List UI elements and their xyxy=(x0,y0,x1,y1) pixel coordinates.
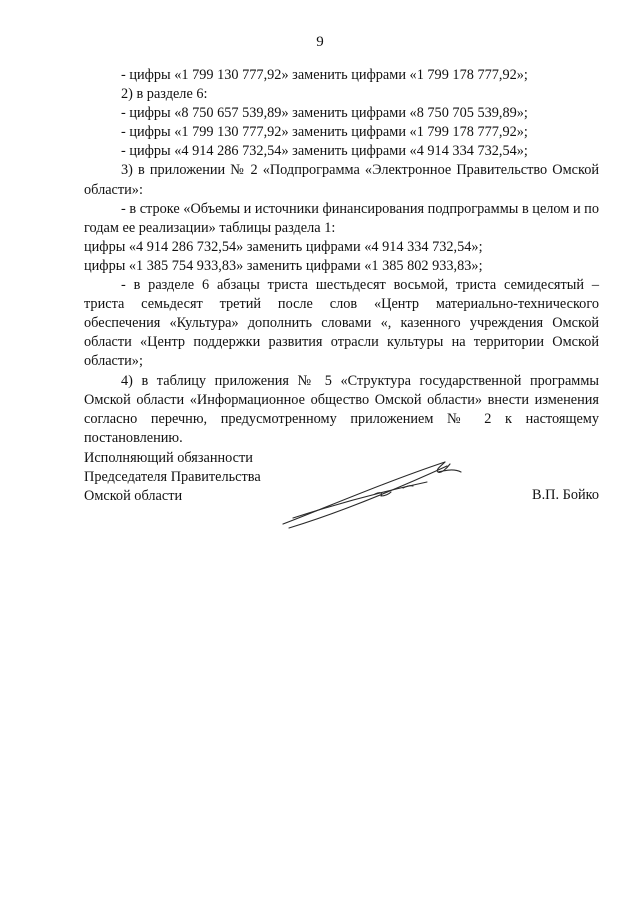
page-number: 9 xyxy=(316,34,324,50)
handwritten-signature xyxy=(275,452,475,532)
signatory-title-line-2: Председателя Правительства xyxy=(84,469,261,486)
paragraph-4: - цифры «1 799 130 777,92» заменить цифрами «1 799 178 777,92»; xyxy=(121,124,528,141)
signatory-title xyxy=(84,449,261,506)
paragraph-9: цифры «1 385 754 933,83» заменить цифрами «1 385 802 933,83»; xyxy=(84,257,483,274)
paragraph-3: - цифры «8 750 657 539,89» заменить цифрами «8 750 705 539,89»; xyxy=(121,105,528,122)
signatory-title-line-3: Омской области xyxy=(84,488,183,505)
paragraph-5: - цифры «4 914 286 732,54» заменить цифрами «4 914 334 732,54»; xyxy=(121,143,528,160)
paragraph-7: - в строке «Объемы и источники финансирования подпрограммы в целом и по годам ее реализации» таблицы раздела 1: xyxy=(84,200,599,236)
paragraph-11: 4) в таблицу приложения № 5 «Структура государственной программы Омской области «Информационное общество Омской области» внести изменения согласно перечню, предусмотренному приложением № 2 к настоящему постановлению. xyxy=(84,372,599,446)
paragraph-10: - в разделе 6 абзацы триста шестьдесят восьмой, триста семидесятый – триста семьдесят третий после слов «Центр материально-технического обеспечения «Культура» дополнить словами «, казенного учреждения Омской области «Центр поддержки развития отрасли культуры на территории Омской области»; xyxy=(84,277,599,370)
paragraph-1: - цифры «1 799 130 777,92» заменить цифрами «1 799 178 777,92»; xyxy=(121,67,528,83)
document-body xyxy=(84,66,599,448)
paragraph-8: цифры «4 914 286 732,54» заменить цифрами «4 914 334 732,54»; xyxy=(84,238,483,255)
signatory-title-line-1: Исполняющий обязанности xyxy=(84,450,253,466)
paragraph-2: 2) в разделе 6: xyxy=(121,86,208,103)
signer-name: В.П. Бойко xyxy=(532,487,599,503)
paragraph-6: 3) в приложении № 2 «Подпрограмма «Электронное Правительство Омской области»: xyxy=(84,162,599,198)
